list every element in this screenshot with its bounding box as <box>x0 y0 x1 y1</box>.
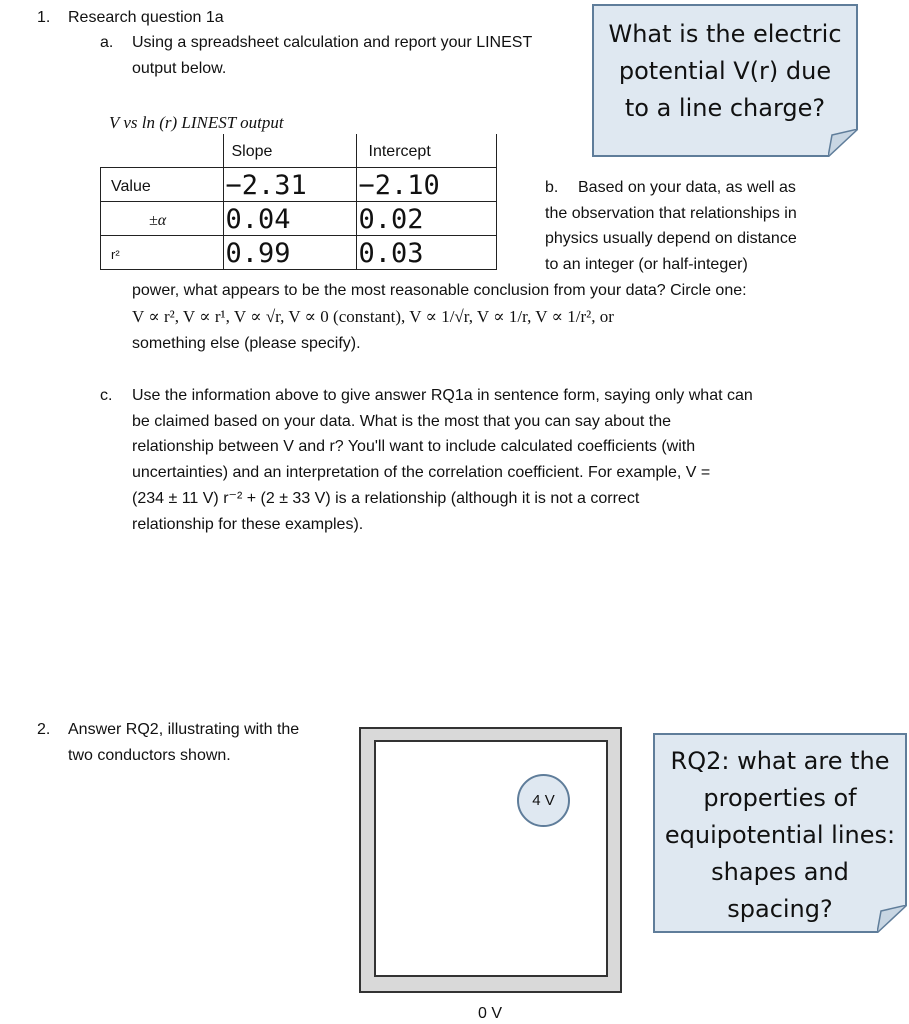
q1c-text-line5: (234 ± 11 V) r⁻² + (2 ± 33 V) is a relationship (although it is not a correct <box>132 490 640 507</box>
note-rq1a-line3: to a line charge? <box>624 94 826 122</box>
note-rq2-line4: shapes and spacing? <box>711 858 849 923</box>
r2-intercept: 0.03 <box>358 238 424 269</box>
q1c-text-line1: Use the information above to give answer RQ1a in sentence form, saying only what can <box>132 387 753 404</box>
inner-region <box>374 740 608 977</box>
r2-slope: 0.99 <box>225 238 291 269</box>
q2-text-line1: Answer RQ2, illustrating with the <box>68 721 300 738</box>
q2-number: 2. <box>37 721 51 738</box>
q1c-text-line3: relationship between V and r? You'll want to include calculated coefficients (with <box>132 438 696 455</box>
q2-text-line2: two conductors shown. <box>68 747 231 764</box>
inner-conductor-circle <box>517 774 570 827</box>
row-label-r2: r² <box>111 247 120 262</box>
table-caption: V vs ln (r) LINEST output <box>109 113 284 132</box>
q1b-text-line4: to an integer (or half-integer) <box>545 256 748 273</box>
note-fold-icon <box>828 129 858 157</box>
uncertainty-intercept: 0.02 <box>358 204 424 235</box>
q1a-letter: a. <box>100 34 114 51</box>
note-rq2-line3: equipotential lines: <box>664 821 896 849</box>
q1b-text-line3: physics usually depend on distance <box>545 230 797 247</box>
q1-number: 1. <box>37 9 51 26</box>
value-slope: −2.31 <box>225 170 307 201</box>
q1c-text-line4: uncertainties) and an interpretation of the correlation coefficient. For example, V = <box>132 464 711 481</box>
box-potential-label: 0 V <box>478 1005 503 1022</box>
q1b-text-line7: something else (please specify). <box>132 335 361 352</box>
note-rq2-line1: RQ2: what are the <box>670 747 890 775</box>
col-header-slope: Slope <box>231 143 273 160</box>
q1a-text-line2: output below. <box>132 60 227 77</box>
row-label-uncertainty: ±α <box>149 212 167 229</box>
note-rq2 <box>653 733 907 933</box>
q1-title: Research question 1a <box>68 9 224 26</box>
q1b-text-line5: power, what appears to be the most reasonable conclusion from your data? Circle one: <box>132 282 747 299</box>
row-label-value: Value <box>111 178 151 195</box>
note-rq1a-line1: What is the electric <box>608 20 842 48</box>
value-intercept: −2.10 <box>358 170 440 201</box>
q1b-options: V ∝ r², V ∝ r¹, V ∝ √r, V ∝ 0 (constant), V ∝ 1/√r, V ∝ 1/r, V ∝ 1/r², or <box>132 307 614 326</box>
uncertainty-slope: 0.04 <box>225 204 291 235</box>
q1c-letter: c. <box>100 387 113 404</box>
linest-table <box>100 134 497 270</box>
q1b-text-line1: Based on your data, as well as <box>578 179 796 196</box>
note-fold-icon <box>877 905 907 933</box>
q1c-text-line2: be claimed based on your data. What is the most that you can say about the <box>132 413 671 430</box>
note-rq1a <box>592 4 858 157</box>
q1b-text-line2: the observation that relationships in <box>545 205 797 222</box>
col-header-intercept: Intercept <box>368 143 431 160</box>
q1a-text-line1: Using a spreadsheet calculation and report your LINEST <box>132 34 533 51</box>
note-rq1a-line2: potential V(r) due <box>618 57 832 85</box>
note-rq2-line2: properties of <box>703 784 857 812</box>
q1b-letter: b. <box>545 179 559 196</box>
circle-potential-label: 4 V <box>532 792 555 809</box>
q1c-text-line6: relationship for these examples). <box>132 516 364 533</box>
